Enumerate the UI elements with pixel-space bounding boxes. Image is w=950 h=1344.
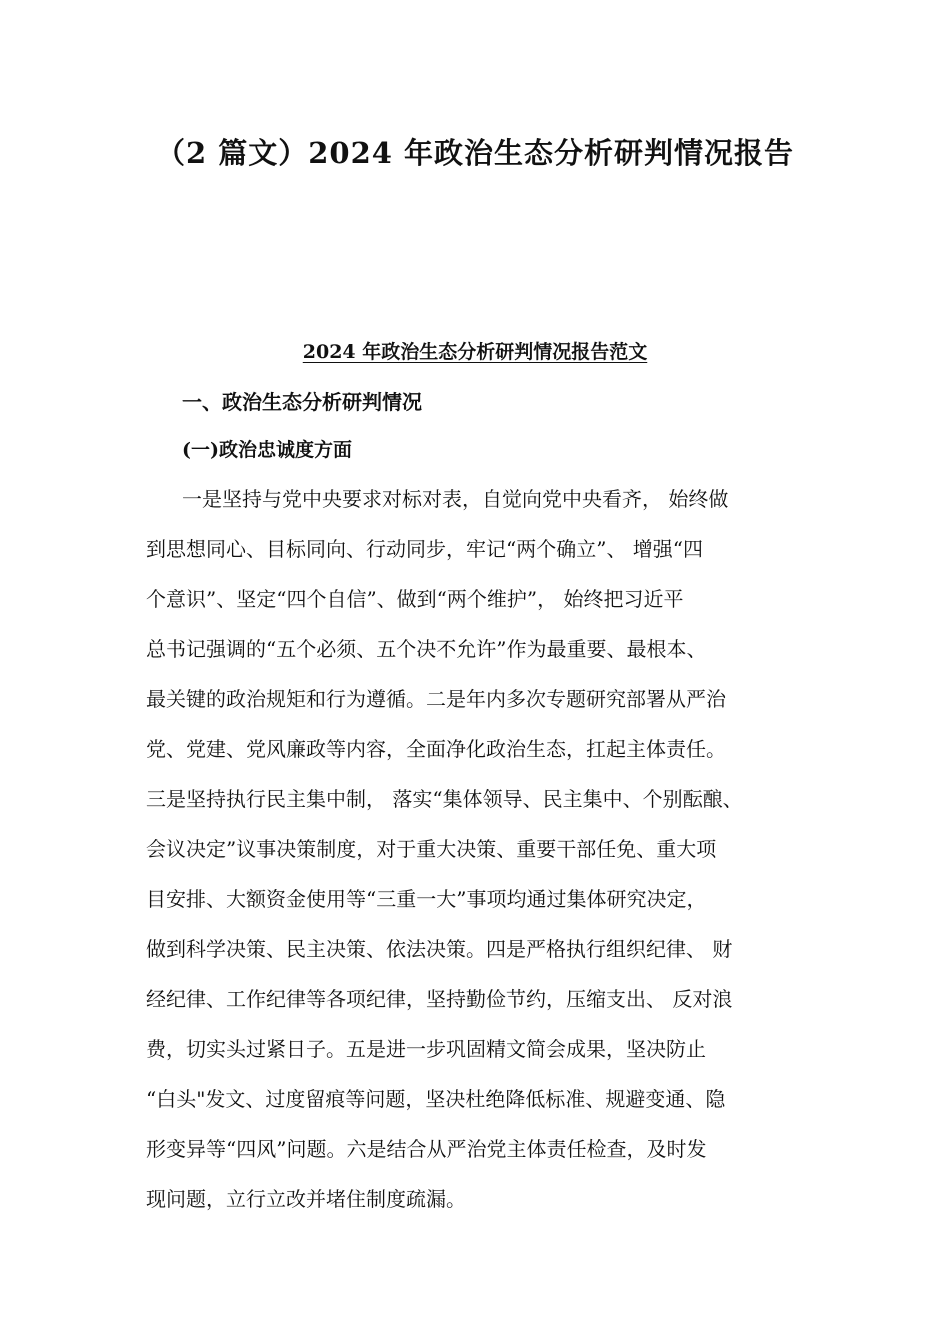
body-line: 个意识”、坚定“四个自信”、做到“两个维护”， 始终把习近平: [146, 587, 684, 611]
body-line: 到思想同心、目标同向、行动同步，牢记“两个确立”、 增强“四: [146, 537, 704, 561]
body-line: “白头"发文、过度留痕等问题，坚决杜绝降低标准、规避变通、隐: [146, 1087, 726, 1111]
body-line: 党、党建、党风廉政等内容，全面净化政治生态，扛起主体责任。: [146, 737, 726, 761]
document-title: （2 篇文）2024 年政治生态分析研判情况报告: [155, 136, 795, 170]
body-line: 总书记强调的“五个必须、五个决不允许”作为最重要、最根本、: [146, 637, 707, 661]
article-subtitle: 2024 年政治生态分析研判情况报告范文: [302, 341, 648, 363]
body-line: 现问题，立行立改并堵住制度疏漏。: [146, 1187, 466, 1211]
body-line: 形变异等“四风”问题。六是结合从严治党主体责任检查，及时发: [146, 1137, 707, 1161]
body-line: 经纪律、工作纪律等各项纪律，坚持勤俭节约，压缩支出、 反对浪: [146, 987, 733, 1011]
body-line: 费，切实头过紧日子。五是进一步巩固精文简会成果，坚决防止: [146, 1037, 706, 1061]
body-line: 一是坚持与党中央要求对标对表，自觉向党中央看齐， 始终做: [182, 487, 729, 511]
body-line: 做到科学决策、民主决策、依法决策。四是严格执行组织纪律、 财: [146, 937, 733, 961]
section-heading: 一、政治生态分析研判情况: [182, 390, 422, 414]
body-line: 三是坚持执行民主集中制， 落实“集体领导、民主集中、个别酝酿、: [146, 787, 743, 811]
body-line: 目安排、大额资金使用等“三重一大”事项均通过集体研究决定，: [146, 887, 707, 911]
subsection-heading: (一)政治忠诚度方面: [182, 439, 352, 461]
body-paragraph: [146, 479, 846, 1229]
body-line: 会议决定”议事决策制度，对于重大决策、重要干部任免、重大项: [146, 837, 717, 861]
body-line: 最关键的政治规矩和行为遵循。二是年内多次专题研究部署从严治: [146, 687, 726, 711]
